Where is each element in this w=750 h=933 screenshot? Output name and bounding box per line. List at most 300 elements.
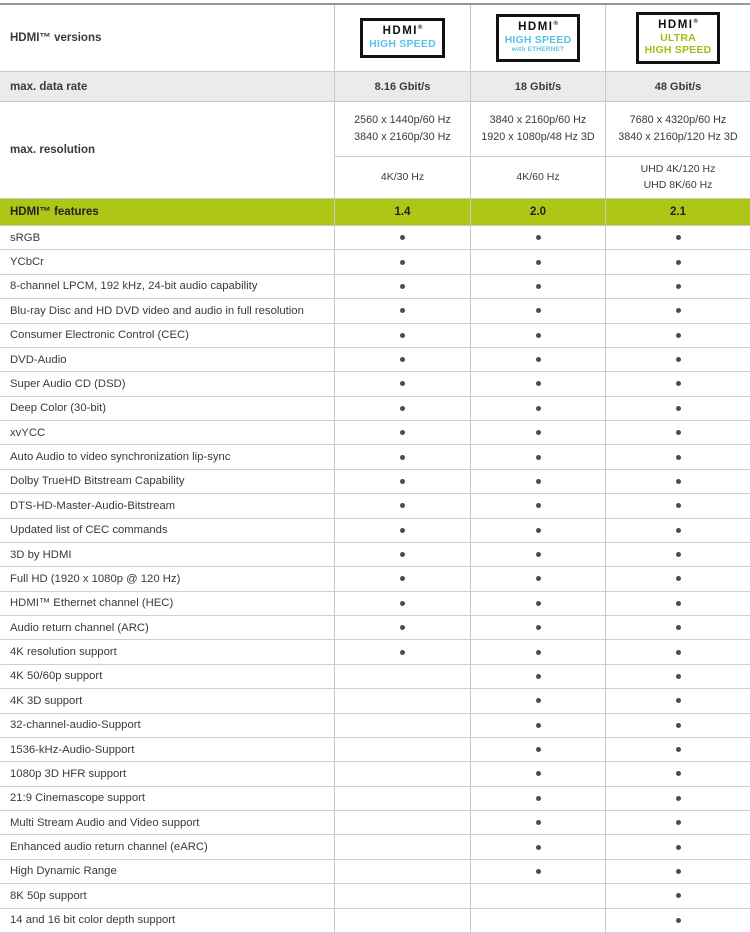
support-dot — [536, 308, 541, 313]
feature-support-hdmi-2-0 — [470, 714, 605, 737]
feature-row — [0, 324, 750, 348]
feature-support-hdmi-2-1 — [605, 762, 750, 785]
feature-support-hdmi-2-1 — [605, 640, 750, 663]
badge-line: ULTRA — [660, 31, 696, 44]
hdmi-high-speed-badge — [360, 18, 445, 57]
features-header-row — [0, 199, 750, 226]
feature-support-hdmi-2-1 — [605, 592, 750, 615]
feature-label-cell — [0, 519, 334, 542]
feature-support-hdmi-2-1 — [605, 348, 750, 371]
support-dot — [676, 723, 681, 728]
feature-support-hdmi-2-0 — [470, 543, 605, 566]
data-rate-label-cell — [0, 72, 334, 101]
feature-support-hdmi-1-4 — [334, 299, 470, 322]
feature-support-hdmi-2-1 — [605, 860, 750, 883]
version-number-2-0: 2.0 — [470, 199, 605, 225]
feature-label: xvYCC — [10, 426, 46, 439]
feature-support-hdmi-2-1 — [605, 397, 750, 420]
feature-label-cell — [0, 909, 334, 932]
badge-subline: with ETHERNET — [511, 45, 565, 53]
feature-support-hdmi-1-4 — [334, 811, 470, 834]
feature-support-hdmi-2-1 — [605, 226, 750, 249]
resolution-label: max. resolution — [10, 144, 95, 156]
support-dot — [676, 820, 681, 825]
feature-label-cell — [0, 226, 334, 249]
feature-row — [0, 689, 750, 713]
feature-label: Dolby TrueHD Bitstream Capability — [10, 475, 185, 488]
feature-support-hdmi-1-4 — [334, 787, 470, 810]
support-dot — [400, 625, 405, 630]
support-dot — [676, 576, 681, 581]
feature-support-hdmi-1-4 — [334, 738, 470, 761]
feature-row — [0, 226, 750, 250]
feature-support-hdmi-1-4 — [334, 226, 470, 249]
data-rate-hdmi-1-4: 8.16 Gbit/s — [334, 72, 470, 101]
feature-label: Blu-ray Disc and HD DVD video and audio in full resolution — [10, 304, 304, 317]
feature-support-hdmi-1-4 — [334, 884, 470, 907]
support-dot — [676, 698, 681, 703]
feature-label: Multi Stream Audio and Video support — [10, 816, 200, 829]
versions-row-label: HDMI™ versions — [10, 32, 102, 44]
feature-support-hdmi-2-1 — [605, 811, 750, 834]
feature-support-hdmi-1-4 — [334, 421, 470, 444]
hdmi-wordmark: HDMI — [658, 19, 694, 32]
feature-support-hdmi-1-4 — [334, 494, 470, 517]
feature-row — [0, 470, 750, 494]
feature-support-hdmi-1-4 — [334, 860, 470, 883]
feature-support-hdmi-2-1 — [605, 470, 750, 493]
feature-support-hdmi-1-4 — [334, 567, 470, 590]
feature-support-hdmi-2-0 — [470, 226, 605, 249]
feature-support-hdmi-1-4 — [334, 835, 470, 858]
feature-support-hdmi-2-1 — [605, 884, 750, 907]
feature-support-hdmi-2-0 — [470, 470, 605, 493]
resolution-line: 3840 x 2160p/60 Hz — [489, 114, 587, 127]
feature-support-hdmi-2-1 — [605, 738, 750, 761]
support-dot — [536, 771, 541, 776]
feature-row — [0, 397, 750, 421]
feature-support-hdmi-1-4 — [334, 689, 470, 712]
support-dot — [536, 552, 541, 557]
resolution-label-cell — [0, 102, 334, 199]
feature-support-hdmi-2-0 — [470, 592, 605, 615]
feature-row — [0, 372, 750, 396]
feature-support-hdmi-2-0 — [470, 640, 605, 663]
support-dot — [536, 625, 541, 630]
feature-support-hdmi-2-0 — [470, 860, 605, 883]
feature-label-cell — [0, 738, 334, 761]
feature-support-hdmi-1-4 — [334, 762, 470, 785]
support-dot — [676, 625, 681, 630]
support-dot — [536, 260, 541, 265]
feature-row — [0, 714, 750, 738]
resolution-line: UHD 8K/60 Hz — [643, 178, 713, 191]
feature-support-hdmi-2-1 — [605, 714, 750, 737]
feature-label-cell — [0, 348, 334, 371]
support-dot — [536, 845, 541, 850]
support-dot — [400, 503, 405, 508]
support-dot — [676, 918, 681, 923]
registered-mark: ® — [417, 25, 423, 32]
feature-support-hdmi-2-0 — [470, 348, 605, 371]
feature-support-hdmi-2-1 — [605, 421, 750, 444]
feature-label: High Dynamic Range — [10, 865, 117, 878]
features-header-label-cell — [0, 199, 334, 225]
support-dot — [536, 674, 541, 679]
feature-support-hdmi-2-1 — [605, 689, 750, 712]
feature-label: sRGB — [10, 231, 41, 244]
support-dot — [400, 308, 405, 313]
support-dot — [676, 893, 681, 898]
support-dot — [676, 869, 681, 874]
feature-support-hdmi-2-0 — [470, 372, 605, 395]
feature-label: 4K 50/60p support — [10, 670, 103, 683]
feature-label-cell — [0, 592, 334, 615]
resolution-line: 4K/60 Hz — [516, 170, 560, 183]
feature-support-hdmi-2-1 — [605, 835, 750, 858]
hdmi-comparison-table — [0, 3, 750, 933]
feature-label: YCbCr — [10, 256, 44, 269]
versions-row — [0, 5, 750, 72]
feature-label-cell — [0, 640, 334, 663]
resolution-primary-hdmi-1-4 — [334, 102, 470, 157]
feature-label: 21:9 Cinemascope support — [10, 792, 146, 805]
feature-label: Auto Audio to video synchronization lip-sync — [10, 451, 231, 464]
feature-label-cell — [0, 714, 334, 737]
badge-line: HIGH SPEED — [644, 43, 712, 56]
support-dot — [400, 430, 405, 435]
resolution-secondary-hdmi-2-0 — [470, 157, 605, 199]
feature-support-hdmi-2-0 — [470, 519, 605, 542]
resolution-line: UHD 4K/120 Hz — [640, 163, 716, 176]
feature-support-hdmi-2-0 — [470, 445, 605, 468]
column-header-hdmi-1-4 — [334, 5, 470, 71]
data-rate-hdmi-2-0: 18 Gbit/s — [470, 72, 605, 101]
feature-support-hdmi-2-0 — [470, 811, 605, 834]
feature-label-cell — [0, 860, 334, 883]
feature-row — [0, 860, 750, 884]
hdmi-wordmark: HDMI — [518, 21, 554, 34]
support-dot — [536, 235, 541, 240]
support-dot — [400, 284, 405, 289]
feature-row — [0, 738, 750, 762]
support-dot — [536, 381, 541, 386]
feature-row — [0, 543, 750, 567]
support-dot — [400, 650, 405, 655]
feature-row — [0, 616, 750, 640]
support-dot — [536, 284, 541, 289]
feature-label: HDMI™ Ethernet channel (HEC) — [10, 597, 174, 610]
column-header-hdmi-2-0 — [470, 5, 605, 71]
support-dot — [400, 381, 405, 386]
registered-mark: ® — [553, 21, 558, 28]
feature-label: 4K resolution support — [10, 646, 117, 659]
support-dot — [536, 576, 541, 581]
support-dot — [536, 455, 541, 460]
feature-row — [0, 567, 750, 591]
support-dot — [676, 357, 681, 362]
feature-support-hdmi-2-1 — [605, 909, 750, 932]
resolution-line: 3840 x 2160p/30 Hz — [354, 131, 451, 143]
features-header-label: HDMI™ features — [10, 206, 99, 218]
feature-row — [0, 640, 750, 664]
feature-support-hdmi-2-1 — [605, 519, 750, 542]
feature-label: Enhanced audio return channel (eARC) — [10, 841, 208, 854]
feature-support-hdmi-2-0 — [470, 397, 605, 420]
feature-label-cell — [0, 884, 334, 907]
support-dot — [676, 503, 681, 508]
feature-label-cell — [0, 616, 334, 639]
feature-row — [0, 250, 750, 274]
feature-support-hdmi-1-4 — [334, 543, 470, 566]
support-dot — [400, 333, 405, 338]
feature-row — [0, 519, 750, 543]
support-dot — [676, 552, 681, 557]
support-dot — [676, 479, 681, 484]
feature-support-hdmi-1-4 — [334, 640, 470, 663]
feature-row — [0, 421, 750, 445]
feature-label: 8K 50p support — [10, 889, 87, 902]
feature-label-cell — [0, 299, 334, 322]
support-dot — [676, 771, 681, 776]
feature-label: 14 and 16 bit color depth support — [10, 914, 176, 927]
feature-row — [0, 445, 750, 469]
resolution-primary-hdmi-2-0 — [470, 102, 605, 157]
support-dot — [536, 747, 541, 752]
support-dot — [536, 723, 541, 728]
badge-line: HIGH SPEED — [504, 33, 572, 46]
feature-support-hdmi-2-1 — [605, 543, 750, 566]
data-rate-label: max. data rate — [10, 80, 88, 93]
feature-support-hdmi-2-0 — [470, 275, 605, 298]
feature-row — [0, 909, 750, 933]
feature-label: DVD-Audio — [10, 353, 67, 366]
feature-support-hdmi-1-4 — [334, 348, 470, 371]
support-dot — [400, 601, 405, 606]
support-dot — [676, 260, 681, 265]
resolution-line: 2560 x 1440p/60 Hz — [354, 114, 451, 127]
feature-support-hdmi-1-4 — [334, 714, 470, 737]
feature-row — [0, 348, 750, 372]
feature-support-hdmi-2-0 — [470, 738, 605, 761]
support-dot — [400, 528, 405, 533]
feature-support-hdmi-1-4 — [334, 397, 470, 420]
feature-support-hdmi-1-4 — [334, 324, 470, 347]
feature-label-cell — [0, 275, 334, 298]
support-dot — [676, 308, 681, 313]
feature-support-hdmi-2-0 — [470, 421, 605, 444]
support-dot — [676, 796, 681, 801]
feature-label-cell — [0, 494, 334, 517]
feature-support-hdmi-2-1 — [605, 324, 750, 347]
feature-label-cell — [0, 762, 334, 785]
feature-label-cell — [0, 397, 334, 420]
support-dot — [400, 260, 405, 265]
resolution-line: 7680 x 4320p/60 Hz — [629, 114, 727, 127]
data-rate-row — [0, 72, 750, 102]
support-dot — [676, 406, 681, 411]
feature-label: DTS-HD-Master-Audio-Bitstream — [10, 499, 176, 512]
support-dot — [676, 235, 681, 240]
support-dot — [400, 479, 405, 484]
support-dot — [676, 381, 681, 386]
hdmi-ultra-high-speed-badge — [636, 12, 721, 63]
feature-support-hdmi-1-4 — [334, 519, 470, 542]
support-dot — [400, 552, 405, 557]
hdmi-logo — [645, 19, 712, 31]
feature-label: Consumer Electronic Control (CEC) — [10, 329, 189, 342]
feature-row — [0, 787, 750, 811]
feature-label: 4K 3D support — [10, 694, 83, 707]
support-dot — [400, 576, 405, 581]
feature-row — [0, 811, 750, 835]
support-dot — [536, 430, 541, 435]
support-dot — [536, 796, 541, 801]
feature-label: Audio return channel (ARC) — [10, 621, 149, 634]
feature-support-hdmi-1-4 — [334, 909, 470, 932]
feature-label-cell — [0, 811, 334, 834]
feature-support-hdmi-2-0 — [470, 250, 605, 273]
versions-row-label-cell — [0, 5, 334, 71]
feature-row — [0, 299, 750, 323]
support-dot — [676, 430, 681, 435]
support-dot — [536, 333, 541, 338]
feature-label: Full HD (1920 x 1080p @ 120 Hz) — [10, 572, 181, 585]
support-dot — [536, 357, 541, 362]
support-dot — [400, 357, 405, 362]
feature-row — [0, 835, 750, 859]
feature-support-hdmi-2-0 — [470, 324, 605, 347]
feature-support-hdmi-2-1 — [605, 275, 750, 298]
support-dot — [536, 528, 541, 533]
support-dot — [676, 284, 681, 289]
feature-support-hdmi-2-0 — [470, 689, 605, 712]
feature-label-cell — [0, 250, 334, 273]
feature-label-cell — [0, 567, 334, 590]
feature-support-hdmi-2-1 — [605, 494, 750, 517]
feature-row — [0, 665, 750, 689]
feature-support-hdmi-2-0 — [470, 787, 605, 810]
support-dot — [676, 528, 681, 533]
feature-support-hdmi-2-1 — [605, 299, 750, 322]
support-dot — [536, 650, 541, 655]
feature-label: 8-channel LPCM, 192 kHz, 24-bit audio capability — [10, 280, 258, 293]
feature-label-cell — [0, 470, 334, 493]
resolution-secondary-hdmi-2-1 — [605, 157, 750, 199]
feature-row — [0, 592, 750, 616]
support-dot — [676, 601, 681, 606]
feature-support-hdmi-2-0 — [470, 835, 605, 858]
feature-label: 3D by HDMI — [10, 548, 72, 561]
feature-label-cell — [0, 787, 334, 810]
support-dot — [536, 406, 541, 411]
feature-support-hdmi-2-0 — [470, 616, 605, 639]
feature-support-hdmi-2-0 — [470, 884, 605, 907]
support-dot — [536, 503, 541, 508]
feature-support-hdmi-1-4 — [334, 665, 470, 688]
resolution-primary-hdmi-2-1 — [605, 102, 750, 157]
feature-row — [0, 884, 750, 908]
feature-support-hdmi-2-1 — [605, 665, 750, 688]
feature-label-cell — [0, 372, 334, 395]
support-dot — [536, 479, 541, 484]
support-dot — [676, 650, 681, 655]
feature-label: 1080p 3D HFR support — [10, 767, 127, 780]
badge-line: HIGH SPEED — [369, 37, 436, 50]
data-rate-hdmi-2-1: 48 Gbit/s — [605, 72, 750, 101]
hdmi-wordmark: HDMI — [382, 25, 418, 38]
feature-label-cell — [0, 421, 334, 444]
feature-support-hdmi-1-4 — [334, 250, 470, 273]
feature-row — [0, 494, 750, 518]
feature-support-hdmi-1-4 — [334, 616, 470, 639]
support-dot — [536, 601, 541, 606]
version-number-2-1: 2.1 — [605, 199, 750, 225]
feature-label: 1536-kHz-Audio-Support — [10, 743, 135, 756]
feature-row — [0, 762, 750, 786]
registered-mark: ® — [693, 19, 698, 26]
feature-support-hdmi-2-0 — [470, 494, 605, 517]
feature-support-hdmi-1-4 — [334, 592, 470, 615]
feature-row — [0, 275, 750, 299]
feature-label-cell — [0, 324, 334, 347]
support-dot — [676, 845, 681, 850]
column-header-hdmi-2-1 — [605, 5, 750, 71]
feature-support-hdmi-2-1 — [605, 616, 750, 639]
feature-label: Updated list of CEC commands — [10, 524, 168, 537]
feature-support-hdmi-1-4 — [334, 445, 470, 468]
resolution-line: 3840 x 2160p/120 Hz 3D — [618, 131, 738, 143]
resolution-secondary-hdmi-1-4 — [334, 157, 470, 199]
support-dot — [676, 747, 681, 752]
support-dot — [536, 820, 541, 825]
resolution-row — [0, 102, 750, 199]
feature-support-hdmi-1-4 — [334, 470, 470, 493]
feature-label-cell — [0, 665, 334, 688]
feature-support-hdmi-2-1 — [605, 372, 750, 395]
feature-support-hdmi-2-1 — [605, 250, 750, 273]
feature-support-hdmi-2-1 — [605, 567, 750, 590]
feature-label-cell — [0, 689, 334, 712]
support-dot — [400, 406, 405, 411]
support-dot — [536, 698, 541, 703]
feature-label: Deep Color (30-bit) — [10, 402, 107, 415]
support-dot — [676, 674, 681, 679]
feature-label: 32-channel-audio-Support — [10, 719, 141, 732]
feature-label: Super Audio CD (DSD) — [10, 377, 126, 390]
feature-support-hdmi-2-0 — [470, 567, 605, 590]
feature-support-hdmi-2-0 — [470, 909, 605, 932]
feature-support-hdmi-2-0 — [470, 762, 605, 785]
feature-label-cell — [0, 543, 334, 566]
support-dot — [676, 333, 681, 338]
resolution-line: 4K/30 Hz — [380, 170, 425, 183]
feature-support-hdmi-2-0 — [470, 665, 605, 688]
feature-support-hdmi-1-4 — [334, 372, 470, 395]
feature-support-hdmi-2-1 — [605, 445, 750, 468]
feature-label-cell — [0, 835, 334, 858]
resolution-line: 1920 x 1080p/48 Hz 3D — [481, 131, 595, 143]
hdmi-logo — [369, 25, 436, 37]
features-body — [0, 226, 750, 933]
support-dot — [536, 869, 541, 874]
hdmi-high-speed-ethernet-badge — [496, 14, 581, 61]
hdmi-logo — [505, 21, 572, 33]
support-dot — [400, 235, 405, 240]
feature-support-hdmi-2-1 — [605, 787, 750, 810]
feature-support-hdmi-1-4 — [334, 275, 470, 298]
support-dot — [400, 455, 405, 460]
